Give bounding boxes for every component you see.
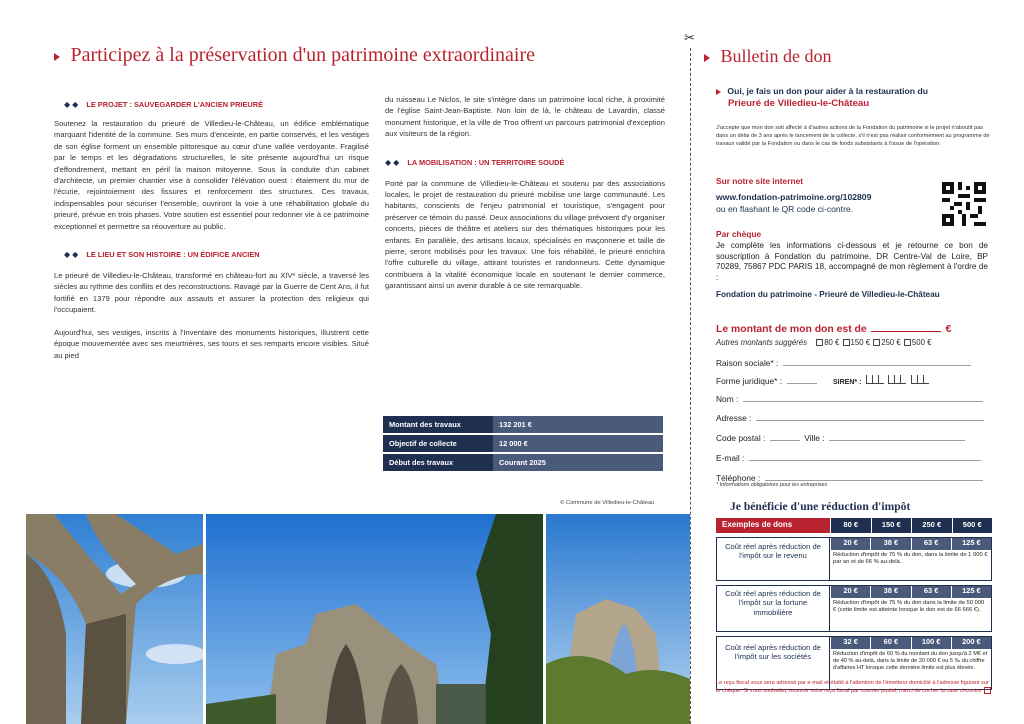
amount-field[interactable]: Le montant de mon don est de € — [716, 324, 952, 335]
facts-row: Montant des travaux 132 201 € — [383, 416, 663, 433]
title-triangle-icon — [54, 53, 60, 61]
section-projet-text: Soutenez la restauration du prieuré de Villedieu-le-Château, un édifice emblématique marquant l'identité de la commune. Ses murs d'enceinte, en partie conservés, et les vestiges de son église forment un ensemble pittoresque au cœur d'une vallée verdoyante. Fragilisé par le temps et les dégradations structurelles, le site présente aujourd'hui un risque d'effondrement, mettant en péril la maison mitoyenne. Sous la conduite d'un cabinet d'architecte, un premier chantier vise à consolider l'élévation ouest : étaiement du mur de l'écurie, rejointoiement des fissures et renforcement des structures. Ces travaux, indispensables pour sécuriser l'ensemble, ouvriront la voie à une réhabilitation globale du prieuré, prévue en trois phases. Votre soutien est essentiel pour redonner vie à ce patrimoine exceptionnel et permettre sa réouverture au public. — [54, 119, 369, 231]
left-column — [54, 94, 369, 361]
raison-sociale-input[interactable] — [783, 365, 971, 366]
siren-input[interactable] — [866, 371, 929, 388]
ruins-hill-photo — [546, 514, 690, 724]
checkbox-80[interactable] — [816, 339, 823, 346]
checkbox-500[interactable] — [904, 339, 911, 346]
mandatory-note: * Informations obligatoires pour les entreprises — [716, 482, 828, 488]
field-code-postal: Code postal : Ville : — [716, 428, 992, 448]
checkbox-250[interactable] — [873, 339, 880, 346]
code-postal-input[interactable] — [770, 440, 800, 441]
section-mobilisation-heading: ◆◆ LA MOBILISATION : UN TERRITOIRE SOUDÉ — [385, 157, 565, 167]
receipt-note: Le reçu fiscal vous sera adressé par e-mail et établi à l'attention de l'émetteur domicilié à l'adresse figurant sur le chèque. Si vous souhaitez recevoir votre reçu fiscal par courrier postal, merci de cocher la case ci-contre — [716, 680, 989, 694]
field-forme-juridique: Forme juridique* : SIREN* : — [716, 371, 992, 389]
nom-input[interactable] — [743, 401, 983, 402]
photo-credit: © Commune de Villedieu-le-Château — [560, 500, 655, 506]
page-title: Participez à la préservation d'un patrimoine extraordinaire — [54, 44, 535, 67]
contact-form — [716, 353, 992, 488]
scissors-icon: ✂ — [684, 30, 695, 45]
suggested-amounts: Autres montants suggérés 80 € 150 € 250 € 500 € — [716, 338, 932, 347]
form-title: Bulletin de don — [704, 46, 831, 67]
tax-row-societes: Coût réel après réduction de l'impôt sur les sociétés 32 € 60 € 100 € 200 € Réduction d'impôt de 60 % du montant du don jusqu'à 2 M€ et de 40 % au-delà, dans la limite de 20 000 € ou 5 ‰ du chiffre d'affaires HT lorsque cette dernière limite est plus élevée. — [716, 636, 992, 690]
field-email: E-mail : — [716, 448, 992, 468]
tax-heading: Je bénéficie d'une réduction d'impôt — [730, 500, 911, 513]
pledge-triangle-icon — [716, 89, 721, 95]
ruins-church-photo — [206, 514, 543, 724]
adresse-input[interactable] — [756, 420, 984, 421]
field-nom: Nom : — [716, 389, 992, 408]
section-projet-heading: ◆◆ LE PROJET : SAUVEGARDER L'ANCIEN PRIEURÉ — [64, 100, 264, 109]
section-mobilisation-text: Porté par la commune de Villedieu-le-Château et soutenu par des associations locales, le projet de restauration du prieuré mobilise une large communauté. Les habitants, conscients de l'enjeu patrimonial et touristique, s'engagent pour préserver ce témoin du passé. Deux associations du village prévoient d'y organiser concerts, pièces de théâtre et ateliers sur des thématiques historiques pour les enfants. En parallèle, des artisans locaux, spécialisés en maçonnerie et taille de pierre, seront mobilisés pour les travaux. Une fois réhabilité, le prieuré enrichira l'offre culturelle du village, attirant touristes et randonneurs. Cette dynamique contribuera à la vitalité économique locale en soutenant le dernier commerce, garantissant ainsi un avenir durable à ce site remarquable. — [385, 178, 665, 291]
tax-table-header: Exemples de dons 80 € 150 € 250 € 500 € — [716, 518, 992, 533]
checkbox-150[interactable] — [843, 339, 850, 346]
section-lieu-text-2: Aujourd'hui, ses vestiges, inscrits à l'Inventaire des monuments historiques, illustrent cette époque mouvementée avec ses meurtrières, ses tours et ses remparts encore visibles. Situé au pied — [54, 327, 369, 360]
amount-input[interactable] — [871, 331, 941, 332]
web-donation: Sur notre site internet www.fondation-patrimoine.org/102809 ou en flashant le QR code ci-contre. — [716, 176, 936, 214]
pledge: Oui, je fais un don pour aider à la restauration du Prieuré de Villedieu-le-Château — [716, 86, 1006, 109]
check-donation: Par chèque Je complète les informations ci-dessous et je retourne ce bon de souscription à Fondation du patrimoine, DR Centre-Val de Loire, BP 70289, 75867 PDC PARIS 18, accompagné de mon règlement à l'ordre de : Fondation du patrimoine - Prieuré de Villedieu-le-Château — [716, 229, 988, 300]
field-adresse: Adresse : — [716, 408, 992, 428]
qr-code-icon[interactable] — [942, 182, 986, 226]
field-telephone: Téléphone : — [716, 468, 992, 482]
postal-receipt-checkbox[interactable] — [984, 687, 991, 694]
tax-row-fortune: Coût réel après réduction de l'impôt sur la fortune immobilière 20 € 38 € 63 € 125 € Réduction d'impôt de 75 % du don dans la limite de 50 000 € (cette limite est atteinte lorsque le don est de 66 666 €). — [716, 585, 992, 632]
cut-line — [690, 48, 691, 724]
column2-text: du ruisseau Le Niclos, le site s'intègre dans un patrimoine local riche, à proximité de l'église Saint-Jean-Baptiste. Non loin de là, le château de Lavardin, classé monument historique, et la ville de Troo offrent un parcours patrimonial d'exception aux visiteurs de la région. — [385, 95, 665, 139]
facts-row: Début des travaux Courant 2025 — [383, 454, 663, 471]
title-triangle-icon — [704, 54, 710, 62]
field-raison-sociale: Raison sociale* : — [716, 353, 992, 371]
section-lieu-heading: ◆◆ LE LIEU ET SON HISTOIRE : UN ÉDIFICE ANCIEN — [64, 250, 260, 260]
tax-row-revenu: Coût réel après réduction de l'impôt sur le revenu 20 € 38 € 63 € 125 € Réduction d'impôt de 75 % du don, dans la limite de 1 000 € par an et de 66 % au-delà. — [716, 537, 992, 581]
disclaimer: J'accepte que mon don soit affecté à d'autres actions de la Fondation du patrimoine si le projet n'aboutit pas dans un délai de 3 ans après le lancement de la collecte, s'il n'est pas réalisé conformément au programme de travaux validé par la Fondation ou dans le cas de fonds subsistants à l'issue de l'opération. — [716, 125, 990, 147]
section-lieu-text-1: Le prieuré de Villedieu-le-Château, transformé en château-fort au XIVᵉ siècle, a traversé les siècles au rythme des conflits et des reconstructions. Ravagé par la Guerre de Cent Ans, il fut fortifié en 1379 pour répondre aux assauts et assurer la protection des religieux qui l'occupaient. — [54, 271, 369, 315]
ruins-arch-photo — [26, 514, 203, 724]
ville-input[interactable] — [829, 440, 965, 441]
facts-row: Objectif de collecte 12 000 € — [383, 435, 663, 452]
telephone-input[interactable] — [765, 480, 983, 481]
email-input[interactable] — [749, 460, 981, 461]
diamond-icon: ◆◆ — [64, 100, 81, 109]
diamond-icon: ◆◆ — [385, 157, 402, 167]
diamond-icon: ◆◆ — [64, 250, 81, 260]
middle-column — [385, 94, 665, 292]
donation-url[interactable]: www.fondation-patrimoine.org/102809 — [716, 192, 872, 202]
forme-juridique-input[interactable] — [787, 383, 817, 384]
facts-table — [383, 414, 663, 473]
tax-table — [716, 518, 992, 690]
